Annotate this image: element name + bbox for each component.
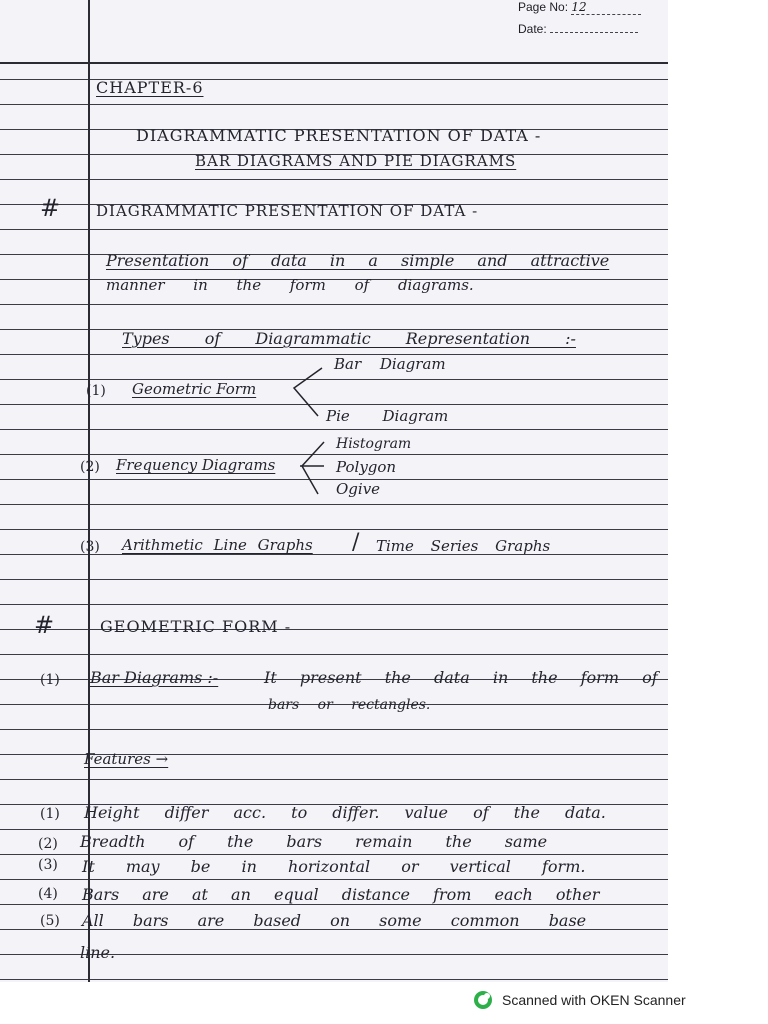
date-label: Date: bbox=[518, 22, 547, 36]
type-2-label: Frequency Diagrams bbox=[116, 456, 276, 474]
type-1-branch-pie: Pie Diagram bbox=[326, 407, 449, 425]
feature-5-continuation: line. bbox=[80, 943, 116, 962]
type-1-branch-bar: Bar Diagram bbox=[334, 355, 446, 373]
features-heading: Features → bbox=[84, 750, 169, 768]
scanner-text: Scanned with OKEN Scanner bbox=[502, 992, 686, 1008]
type-1-number: (1) bbox=[86, 383, 106, 399]
section-hash-1: # bbox=[40, 194, 61, 222]
section-heading-1: DIAGRAMMATIC PRESENTATION OF DATA - bbox=[96, 202, 479, 220]
type-1-brace-icon bbox=[286, 366, 326, 422]
type-3-alternative: Time Series Graphs bbox=[376, 537, 551, 555]
page-number-value: 12 bbox=[571, 0, 641, 15]
feature-5-text: All bars are based on some common base bbox=[82, 911, 587, 930]
types-heading: Types of Diagrammatic Representation :- bbox=[122, 329, 576, 348]
bar-diagram-text-line2: bars or rectangles. bbox=[268, 697, 431, 713]
scanner-watermark bbox=[472, 989, 686, 1011]
feature-1-text: Height differ acc. to differ. value of the data. bbox=[84, 803, 606, 822]
definition-line1: Presentation of data in a simple and attractive bbox=[106, 251, 610, 270]
feature-2-number: (2) bbox=[38, 836, 58, 852]
feature-3-number: (3) bbox=[38, 857, 58, 873]
type-2-brace-icon bbox=[296, 438, 328, 498]
feature-4-text: Bars are at an equal distance from each other bbox=[82, 885, 600, 904]
feature-5-number: (5) bbox=[40, 913, 60, 929]
chapter-title-line1: DIAGRAMMATIC PRESENTATION OF DATA - bbox=[136, 126, 542, 145]
date-field bbox=[518, 22, 638, 36]
section-heading-2: GEOMETRIC FORM - bbox=[100, 617, 292, 636]
page-number bbox=[518, 0, 641, 15]
type-3-label: Arithmetic Line Graphs bbox=[122, 536, 313, 554]
type-3-number: (3) bbox=[80, 539, 100, 555]
chapter-title-line2: BAR DIAGRAMS AND PIE DIAGRAMS bbox=[195, 152, 517, 170]
chapter-heading: CHAPTER-6 bbox=[96, 78, 204, 97]
bar-diagram-number: (1) bbox=[40, 672, 60, 688]
type-3-separator: / bbox=[352, 530, 360, 555]
type-2-number: (2) bbox=[80, 459, 100, 475]
feature-4-number: (4) bbox=[38, 886, 58, 902]
type-2-branch-ogive: Ogive bbox=[336, 480, 381, 498]
feature-3-text: It may be in horizontal or vertical form. bbox=[82, 857, 586, 876]
type-1-label: Geometric Form bbox=[132, 380, 257, 398]
date-value bbox=[550, 32, 638, 33]
feature-2-text: Breadth of the bars remain the same bbox=[80, 832, 548, 851]
type-2-branch-histogram: Histogram bbox=[336, 436, 412, 452]
page-number-label: Page No: bbox=[518, 0, 569, 14]
oken-scanner-logo-icon bbox=[472, 989, 494, 1011]
definition-line2: manner in the form of diagrams. bbox=[106, 276, 474, 294]
type-2-branch-polygon: Polygon bbox=[336, 458, 397, 476]
feature-1-number: (1) bbox=[40, 806, 60, 822]
bar-diagram-label: Bar Diagrams :- bbox=[90, 668, 219, 687]
bar-diagram-text-line1: It present the data in the form of bbox=[264, 668, 658, 687]
section-hash-2: # bbox=[34, 611, 55, 639]
